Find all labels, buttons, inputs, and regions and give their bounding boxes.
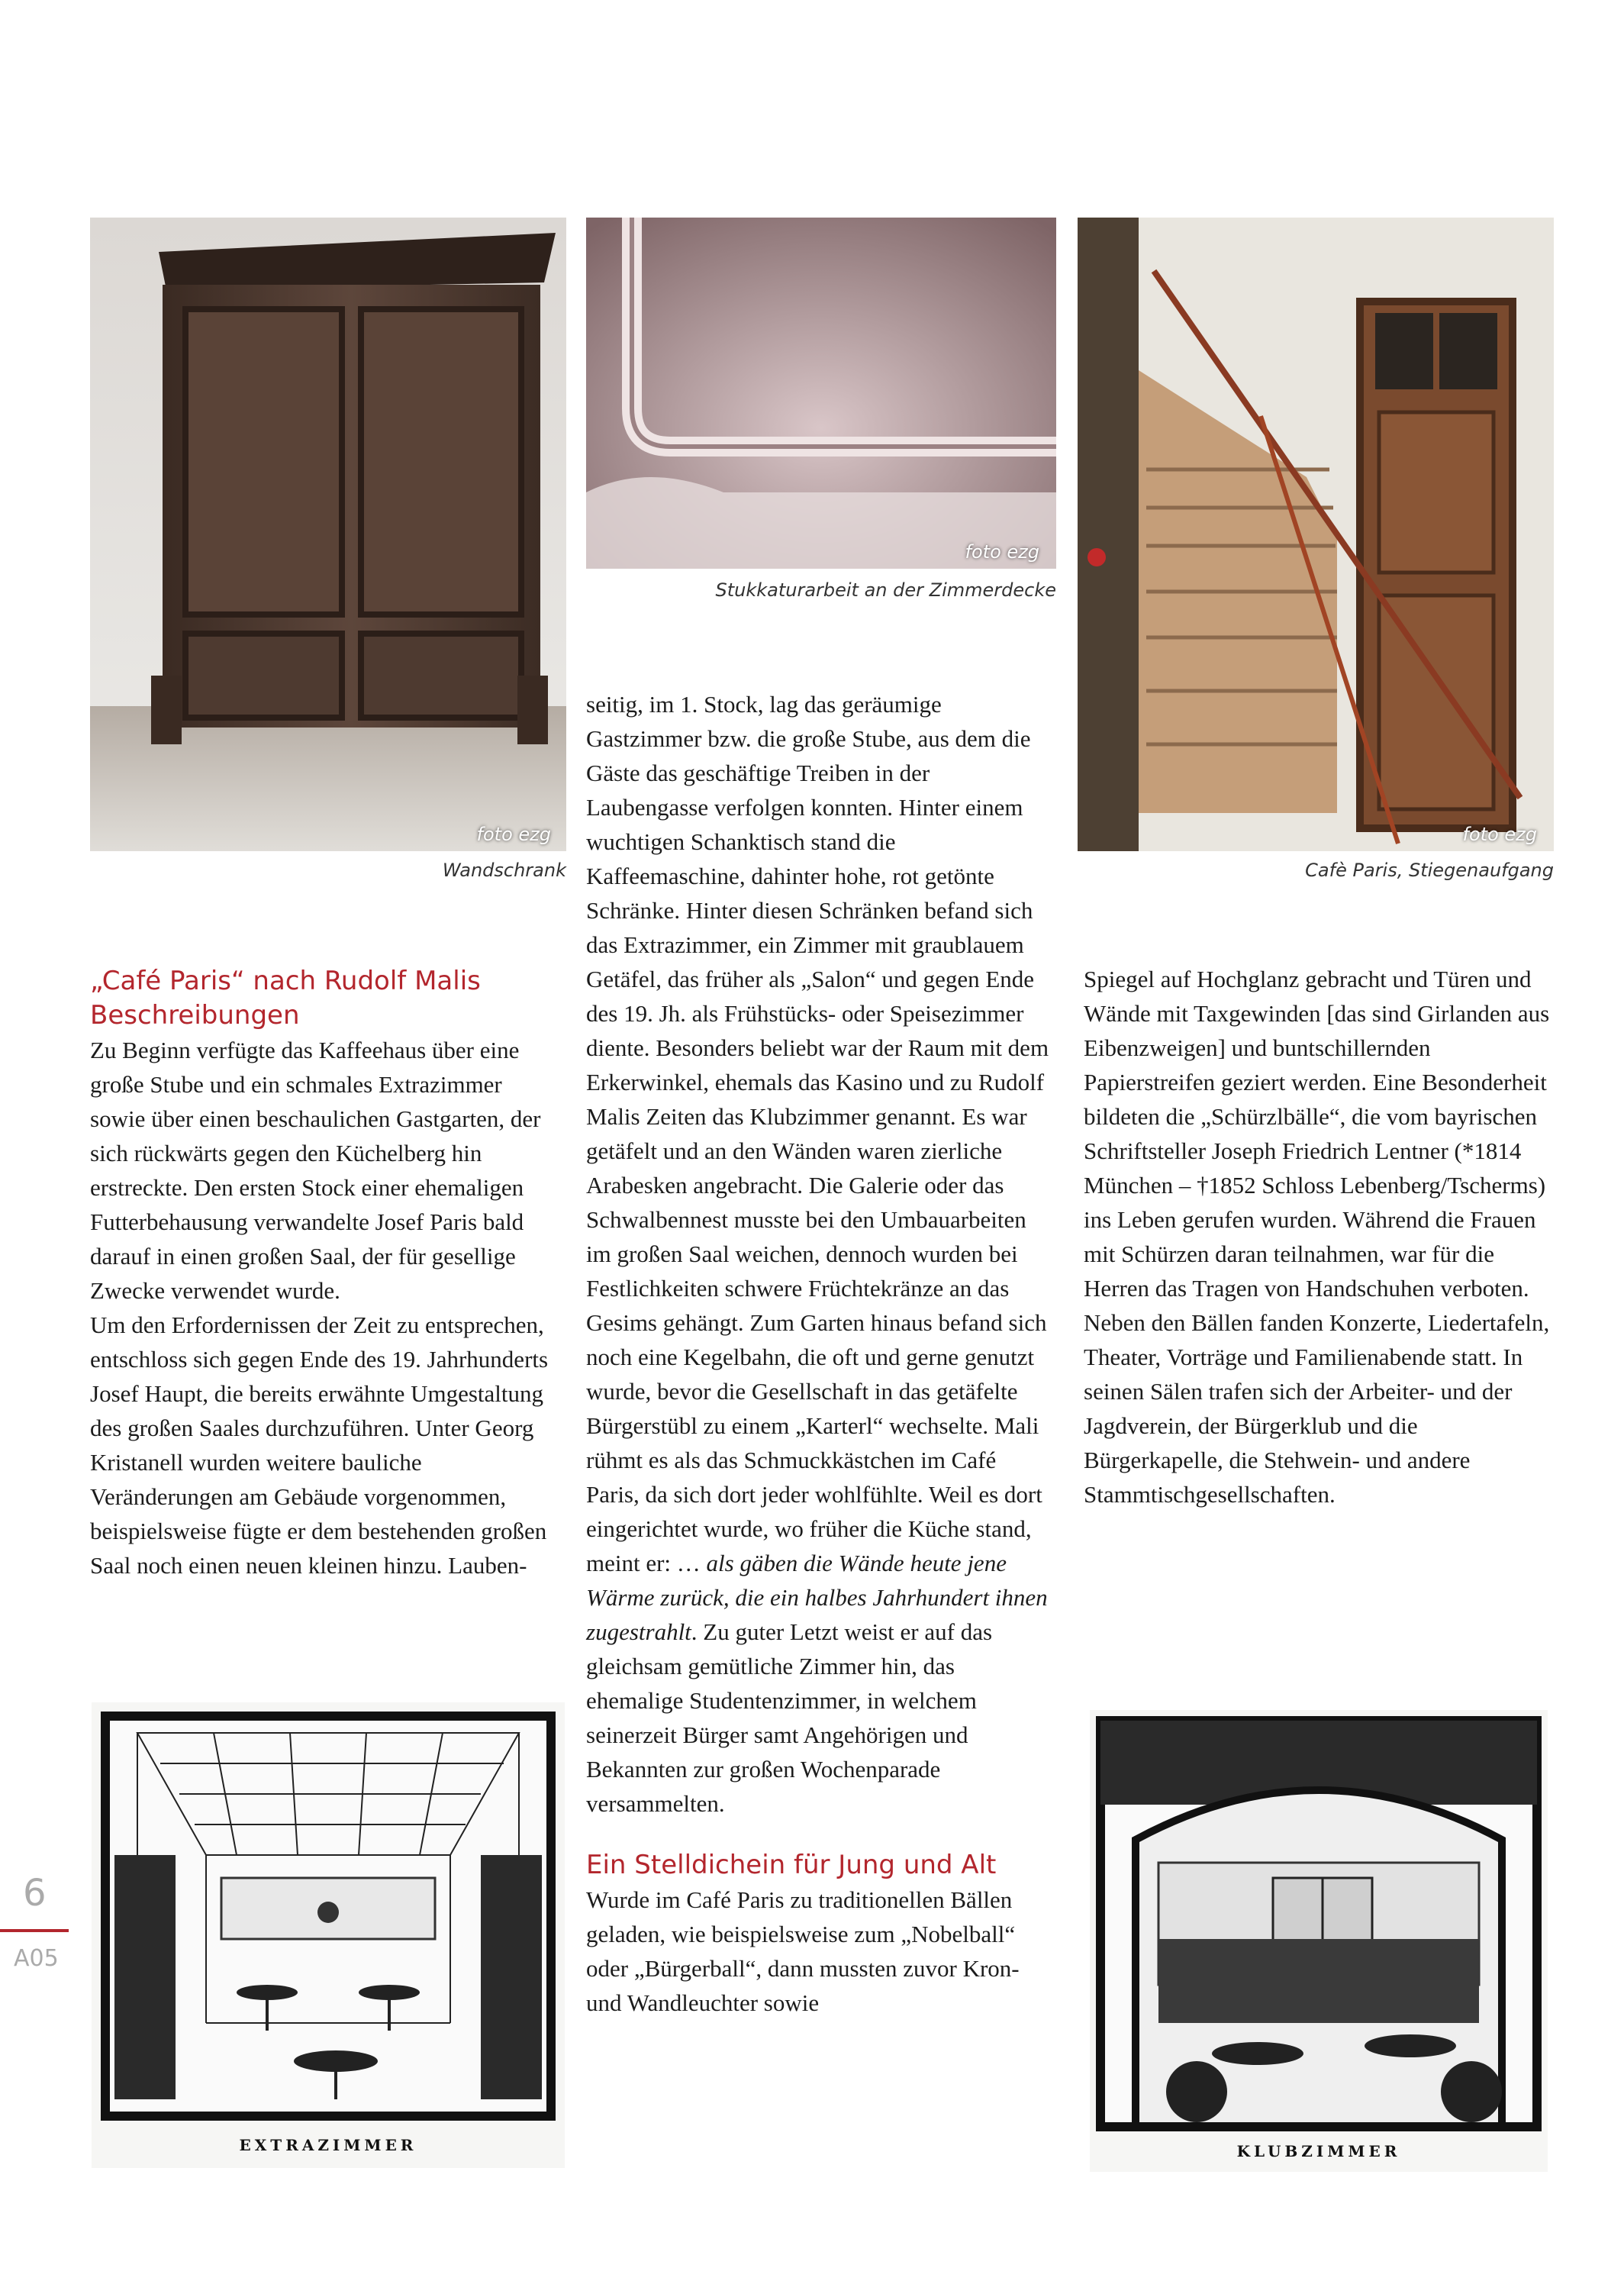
text-run: seitig, im 1. Stock, lag das geräumige Gastzimmer bzw. die große Stube, aus dem die Gäste das geschäftige Treiben in der Laubengasse verfolgen konnten. Hinter einem wuchtigen Schanktisch stand die Kaffeemaschine, dahinter hohe, rot getönte Schränke. Hinter diesen Schränken befand sich das Extrazimmer, ein Zimmer mit graublauem Getäfel, das früher als „Salon“ und gegen Ende des 19. Jh. als Frühstücks- oder Speisezimmer diente. Besonders beliebt war der Raum mit dem Erkerwinkel, ehemals das Kasino und zu Rudolf Malis Zeiten das Klubzimmer genannt. Es war getäfelt und an den Wänden waren zierliche Arabesken angebracht. Die Galerie oder das Schwalbennest musste bei den Umbauarbeiten im großen Saal weichen, dennoch wurden bei Festlichkeiten schwere Früchtekränze an das Gesims gehängt. Zum Garten hinaus befand sich noch eine Kegelbahn, die oft und gerne genutzt wurde, bevor die Gesellschaft in das getäfelte Bürgerstübl zu einem „Karterl“ wechselte. Mali rühmt es als das Schmuckkästchen im Café Paris, da sich dort jeder wohlfühlte. Weil es dort eingerichtet wurde, wo früher die Küche stand, meint er: … [586,691,1049,1576]
section-heading-1 [90,964,562,1033]
photo-credit: foto ezg [965,541,1039,563]
text-run: . Zu guter Letzt weist er auf das gleichsam gemütliche Zimmer hin, das ehemalige Studentenzimmer, in welchem seinerzeit Bürger samt Angehörigen und Bekannten zur großen Wochenparade versammelten. [586,1618,993,1817]
photo-caption: Wandschrank [442,860,566,881]
page-number: 6 [23,1872,47,1915]
column-3-body [1084,962,1551,1512]
paragraph: Wurde im Café Paris zu traditionellen Bällen geladen, wie beispielsweise zum „Nobelball“ oder „Bürgerball“, dann mussten zuvor Kron- und Wandleuchter sowie [586,1886,1020,2016]
section-heading-2: Ein Stelldichein für Jung und Alt [586,1850,997,1880]
stairs-image [1078,218,1554,851]
column-2-body-2 [586,1883,1053,2020]
engraving-caption: KLUBZIMMER [1236,2142,1401,2160]
paragraph [586,687,1053,1821]
column-1 [90,964,562,1583]
klubzimmer-image [1090,1710,1548,2137]
column-1-body [90,1033,562,1583]
extrazimmer-image [92,1702,565,2130]
paragraph: Um den Erfordernissen der Zeit zu entsprechen, entschloss sich gegen Ende des 19. Jahrhunderts Josef Haupt, die bereits erwähnte Umgestaltung des großen Saales durchzuführen. Unter Georg Kristanell wurden weitere bauliche Veränderungen am Gebäude vorgenommen, beispielsweise fügte er dem bestehenden großen Saal noch einen neuen kleinen hinzu. Lauben- [90,1311,549,1579]
photo-caption: Stukkaturarbeit an der Zimmerdecke [715,579,1056,601]
engraving-caption: EXTRAZIMMER [239,2136,417,2154]
heading-line-1: „Café Paris“ nach Rudolf Malis [90,966,481,996]
engraving-extrazimmer [92,1702,565,2168]
photo-stucco [586,218,1056,569]
column-2 [586,687,1053,2020]
quote-text: als gäben die Wände heute jene Wärme zurück, die ein halbes Jahrhundert ihnen zugestrahlt [586,1550,1048,1645]
paragraph: Zu Beginn verfügte das Kaffeehaus über eine große Stube und ein schmales Extrazimmer sowie über einen beschaulichen Gastgarten, der sich rückwärts gegen den Küchelberg hin erstreckte. Den ersten Stock einer ehemaligen Futterbehausung verwandelte Josef Paris bald darauf in einen großen Saal, der für gesellige Zwecke verwendet wurde. [90,1037,541,1304]
photo-credit: foto ezg [476,824,551,845]
column-3 [1084,962,1551,1512]
photo-caption: Cafè Paris, Stiegenaufgang [1305,860,1554,881]
photo-credit: foto ezg [1462,824,1537,845]
page-number-rule [0,1929,69,1932]
photo-stairs [1078,218,1554,851]
paragraph: Spiegel auf Hochglanz gebracht und Türen und Wände mit Taxgewinden [das sind Girlanden aus Eibenzweigen] und buntschillernden Papierstreifen geziert werden. Eine Besonderheit bildeten die „Schürzlbälle“, die vom bayrischen Schriftsteller Joseph Friedrich Lentner (*1814 München – †1852 Schloss Lebenberg/Tscherms) ins Leben gerufen wurden. Während die Frauen mit Schürzen daran teilnahmen, war für die Herren das Tragen von Handschuhen verboten. Neben den Bällen fanden Konzerte, Liedertafeln, Theater, Vorträge und Familienabende statt. In seinen Sälen trafen sich der Arbeiter- und der Jagdverein, der Bürgerklub und die Bürgerkapelle, die Stehwein- und andere Stammtischgesellschaften. [1084,966,1550,1508]
engraving-klubzimmer [1090,1710,1548,2172]
wardrobe-image [90,218,566,851]
issue-label: A05 [14,1945,59,1972]
photo-wardrobe [90,218,566,851]
column-2-body [586,687,1053,1821]
heading-line-2: Beschreibungen [90,1000,300,1031]
stucco-image [586,218,1056,569]
